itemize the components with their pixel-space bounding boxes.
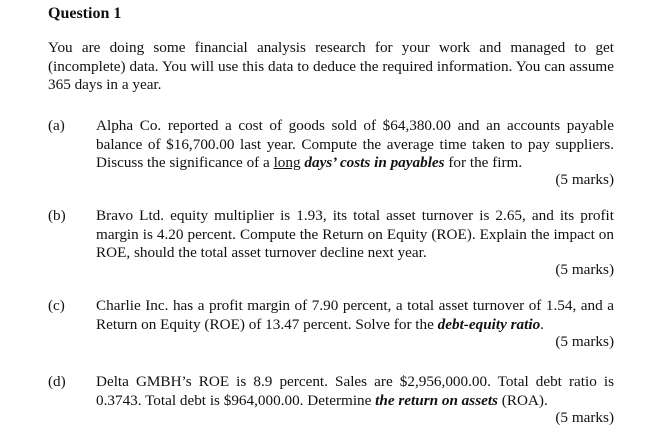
question-c-label: (c) bbox=[48, 297, 65, 314]
question-c-marks: (5 marks) bbox=[555, 333, 614, 350]
question-a-text bbox=[96, 117, 614, 173]
question-c-text bbox=[96, 297, 614, 334]
question-b-marks: (5 marks) bbox=[555, 261, 614, 278]
question-d-marks: (5 marks) bbox=[555, 409, 614, 426]
intro-paragraph: You are doing some financial analysis research for your work and managed to get (incomplete) data. You will use this data to deduce the required information. You can assume 365 days in a year. bbox=[48, 39, 614, 93]
question-c-text-part2: . bbox=[540, 315, 544, 333]
question-a-marks: (5 marks) bbox=[555, 171, 614, 188]
question-d-text bbox=[96, 373, 614, 410]
question-a-text-part2: for the firm. bbox=[444, 154, 523, 171]
question-a-text-part1: Alpha Co. reported a cost of goods sold of $64,380.00 and an accounts payable balance of $16,700.00 last year. Compute the average time taken to pay suppliers. Discuss the significance of a bbox=[96, 117, 614, 171]
question-c-text-part1: Charlie Inc. has a profit margin of 7.90 percent, a total asset turnover of 1.54, and a Return on Equity (ROE) of 13.47 percent. Solve for the bbox=[96, 297, 614, 333]
question-b-text-part1: Bravo Ltd. equity multiplier is 1.93, its total asset turnover is 2.65, and its profit margin is 4.20 percent. Compute the Return on Equity (ROE). Explain the impact on ROE, should the total asset turnover decline next year. bbox=[96, 207, 614, 261]
question-d-text-part2: (ROA). bbox=[497, 391, 548, 409]
question-c-emphasis: debt-equity ratio bbox=[437, 315, 541, 333]
question-d-label: (d) bbox=[48, 373, 66, 390]
question-d-emphasis: the return on assets bbox=[375, 391, 498, 409]
question-a-emphasis: days’ costs in payables bbox=[304, 154, 445, 171]
question-d-text-part1: Delta GMBH’s ROE is 8.9 percent. Sales are $2,956,000.00. Total debt ratio is 0.3743. Total debt is $964,000.00. Determine bbox=[96, 373, 614, 409]
question-heading: Question 1 bbox=[48, 5, 122, 22]
question-b-text bbox=[96, 207, 614, 263]
question-a-underlined-word: long bbox=[273, 154, 301, 171]
question-a-label: (a) bbox=[48, 117, 65, 134]
question-b-label: (b) bbox=[48, 207, 66, 224]
